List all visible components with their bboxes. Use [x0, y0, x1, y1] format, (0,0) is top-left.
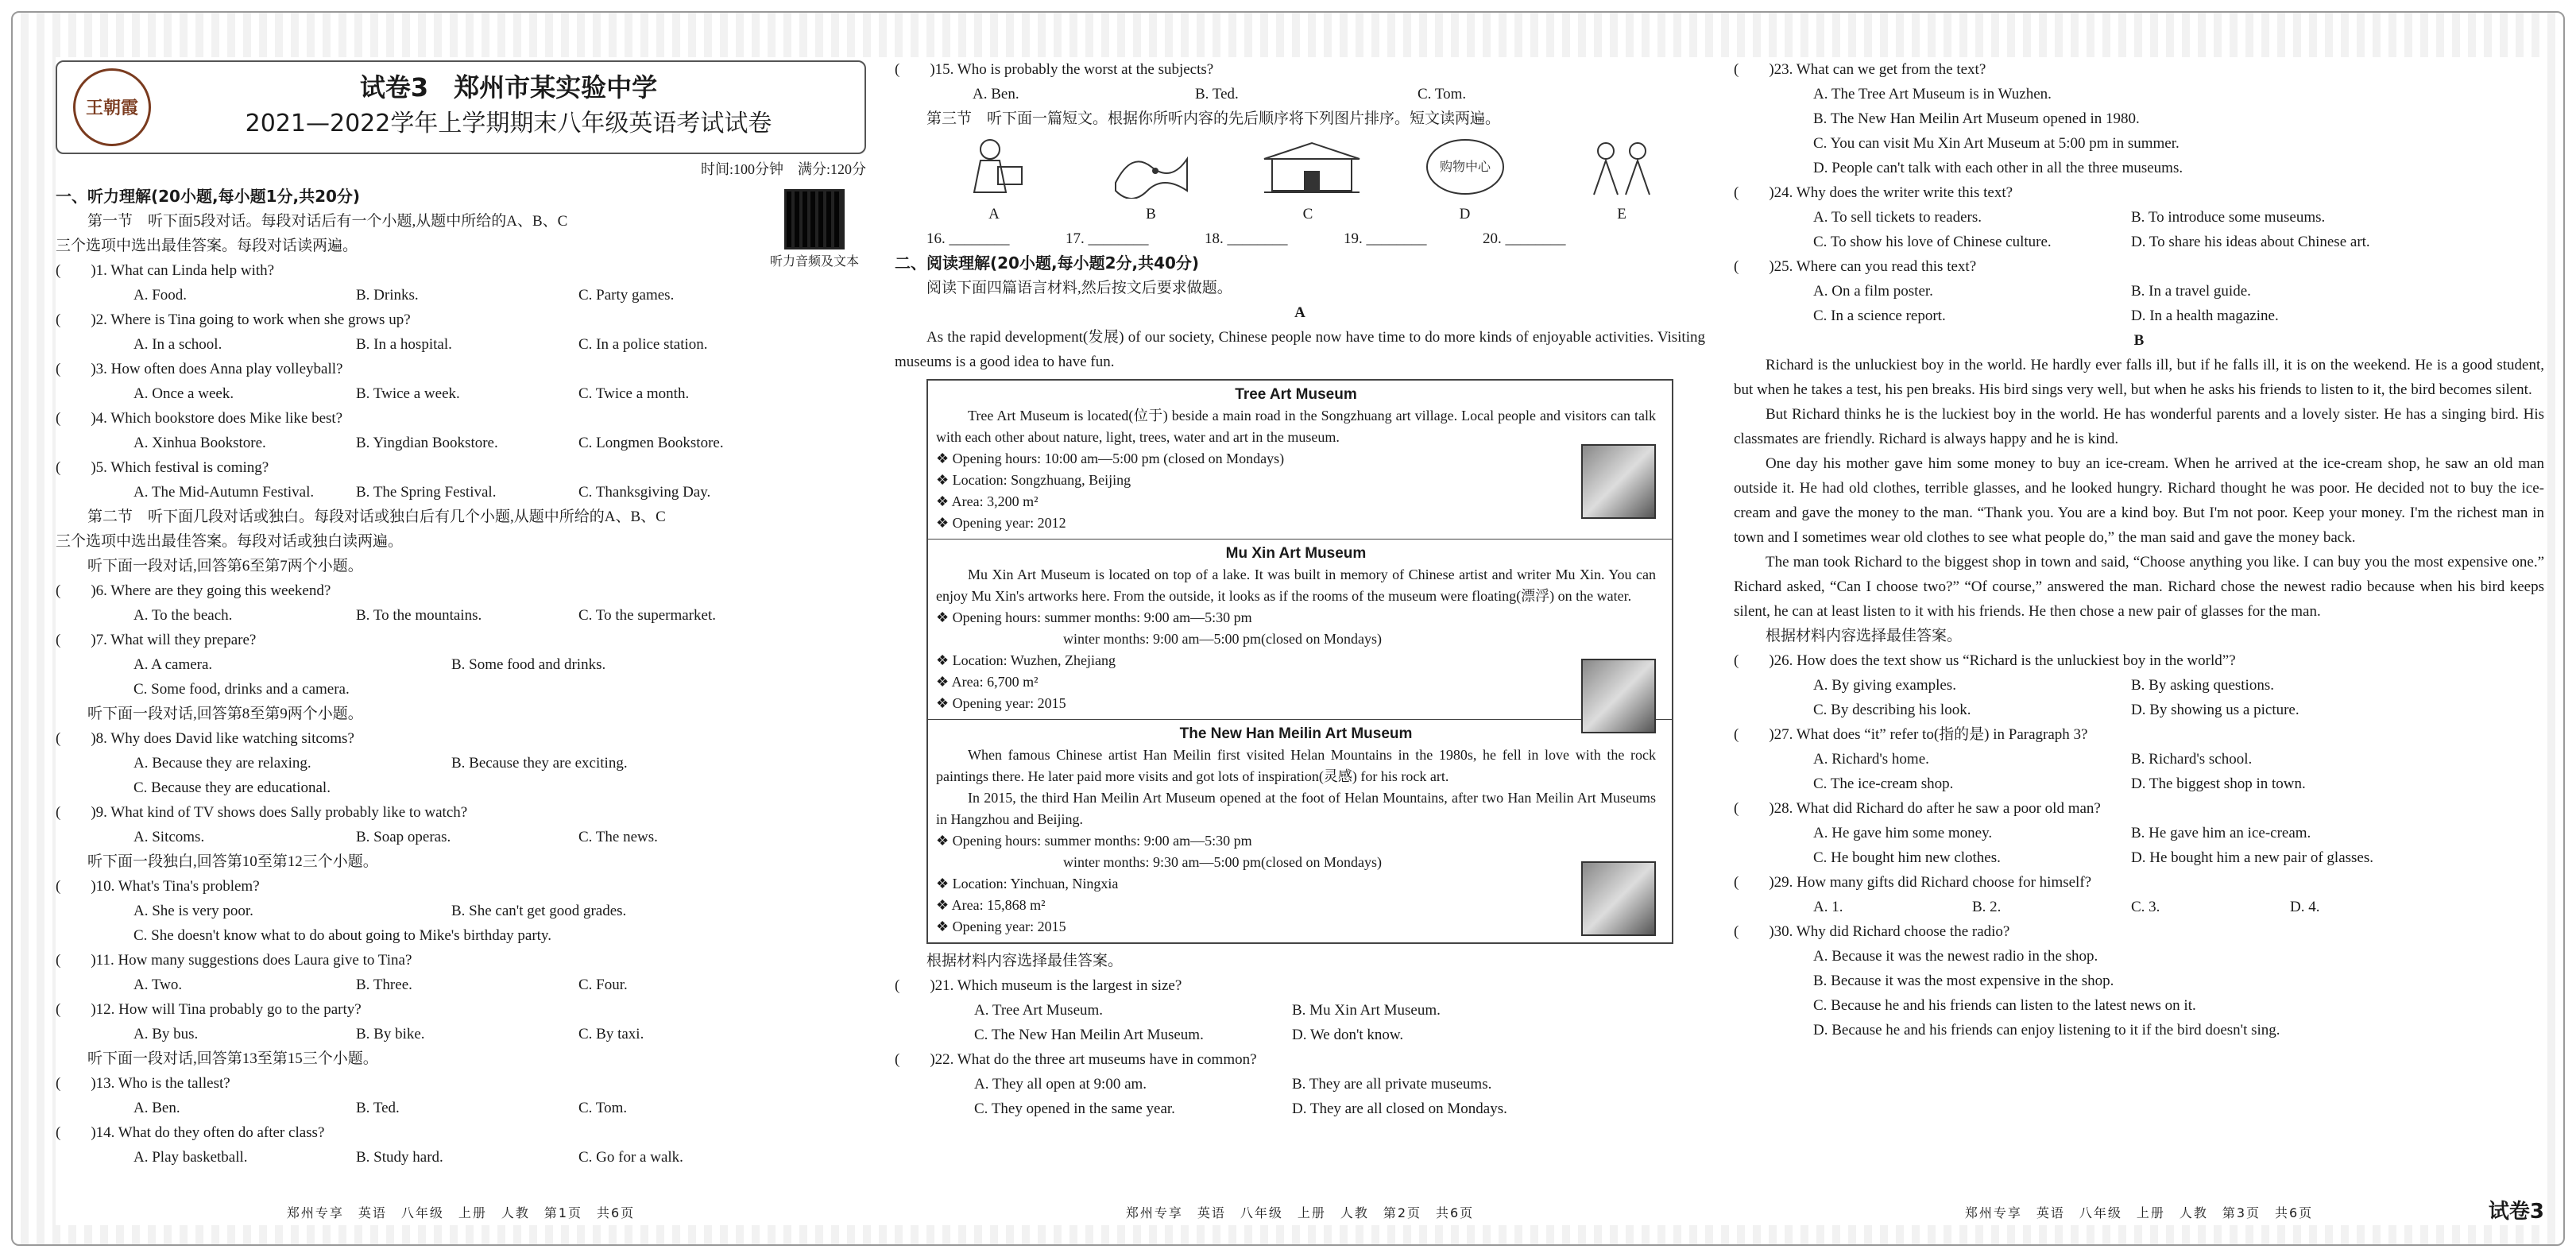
question-28: ( )28. What did Richard do after he saw a poor old man? [1734, 800, 2101, 817]
option-b: B. Three. [356, 977, 412, 993]
passage-b-p1: Richard is the unluckiest boy in the world. He hardly ever falls ill, but if he falls ill, it is on the weekend. He is a good student, but when he takes a test, his pen breaks. His bird sings very well, but when he asks his friends to listen to it, the bird becomes silent. [1734, 357, 2544, 398]
exam-meta: 时间:100分钟 满分:120分 [700, 161, 866, 177]
option-b: B. Richard's school. [2131, 751, 2253, 768]
options-11 [56, 973, 866, 997]
option-b: B. Ted. [356, 1100, 400, 1116]
sec1-instruction-2: 三个选项中选出最佳答案。每段对话读两遍。 [56, 238, 358, 254]
option-b: B. To the mountains. [356, 607, 482, 624]
option-c: C. He bought him new clothes. [1813, 849, 2001, 866]
option-a: A. To the beach. [133, 607, 233, 624]
passage-b-p4: The man took Richard to the biggest shop in town and said, “Choose anything you like. I can buy you the most expensive one.” Richard asked, “Can I choose two?” “Of course,” answered the man. Richard chose the newest radio because when his bird keeps silent, he can at least listen to it with his friends. He then chose a new pair of glasses for the man. [1734, 554, 2544, 620]
option-d: D. He bought him a new pair of glasses. [2131, 849, 2373, 866]
option-c: C. She doesn't know what to do about going to Mike's birthday party. [133, 927, 551, 944]
option-a: A. Play basketball. [133, 1149, 248, 1166]
option-d: D. By showing us a picture. [2131, 702, 2299, 718]
option-b: B. To introduce some museums. [2131, 209, 2326, 226]
option-c: C. Tom. [578, 1100, 628, 1116]
options-12 [56, 1022, 866, 1046]
option-c: C. In a science report. [1813, 307, 1946, 324]
exam-title: 试卷3 郑州市某实验中学 [359, 72, 658, 102]
area: ❖ Area: 3,200 m² [936, 493, 1039, 509]
museum-name: Tree Art Museum [1235, 386, 1357, 403]
museum-text: Mu Xin Art Museum is located on top of a lake. It was built in memory of Chinese artist and writer Mu Xin. You can enjoy Mu Xin's artworks here. From the outside, it looks as if the rooms of the museum were floating(漂浮) on the water. [936, 567, 1656, 604]
option-b: B. Because they are exciting. [451, 755, 628, 772]
museum-photo [1581, 861, 1656, 936]
option-a: A. Sitcoms. [133, 829, 205, 845]
question-4: ( )4. Which bookstore does Mike like best? [56, 410, 343, 427]
option-c: C. Four. [578, 977, 628, 993]
option-b: B. Because it was the most expensive in the shop. [1813, 973, 2114, 989]
part1-title: 一、听力理解(20小题,每小题1分,共20分) [56, 187, 361, 206]
options-26-ab [1734, 673, 2544, 698]
qr-code [763, 189, 866, 270]
question-12: ( )12. How will Tina probably go to the party? [56, 1001, 362, 1018]
question-1: ( )1. What can Linda help with? [56, 262, 275, 279]
option-a: A. Once a week. [133, 385, 234, 402]
museum-text: Tree Art Museum is located(位于) beside a main road in the Songzhuang art village. Local people and visitors can talk with each other about nature, light, trees, water and art in the museum. [936, 408, 1656, 445]
option-d: D. In a health magazine. [2131, 307, 2279, 324]
option-row [1734, 131, 2544, 156]
picture-label: B [1146, 206, 1156, 222]
option-a: A. The Tree Art Museum is in Wuzhen. [1813, 86, 2052, 102]
option-a: A. In a school. [133, 336, 222, 353]
option-b: B. Soap operas. [356, 829, 451, 845]
question-22: ( )22. What do the three art museums have in common? [895, 1051, 1257, 1068]
picture-label: D [1459, 206, 1471, 222]
part2-title: 二、阅读理解(20小题,每小题2分,共40分) [895, 253, 1200, 273]
option-a: A. Food. [133, 287, 188, 304]
blank-row [895, 226, 1705, 251]
options-22-ab [895, 1072, 1705, 1096]
option-a: A. He gave him some money. [1813, 825, 1993, 841]
picture-c [1256, 135, 1360, 226]
option-a: A. A camera. [133, 656, 213, 673]
options-4 [56, 431, 866, 455]
options-10-c [56, 923, 866, 948]
opening-hours: ❖ Opening hours: 10:00 am—5:00 pm (closed on Mondays) [936, 451, 1285, 466]
blank-16[interactable]: 16. ________ [926, 230, 1010, 247]
option-b: B. By asking questions. [2131, 677, 2274, 694]
question-11: ( )11. How many suggestions does Laura give to Tina? [56, 952, 412, 969]
footer-page-1: 郑州专享 英语 八年级 上册 人教 第1页 共6页 [286, 1205, 636, 1220]
options-10 [56, 899, 866, 923]
question-3: ( )3. How often does Anna play volleyball? [56, 361, 343, 377]
option-c: C. Because they are educational. [133, 779, 331, 796]
options-21-ab [895, 998, 1705, 1023]
options-2 [56, 332, 866, 357]
options-5 [56, 480, 866, 505]
question-26: ( )26. How does the text show us “Richard is the unluckiest boy in the world”? [1734, 652, 2236, 669]
picture-label: C [1302, 206, 1313, 222]
option-row [1734, 993, 2544, 1018]
option-d: D. We don't know. [1292, 1027, 1404, 1043]
options-27-cd [1734, 772, 2544, 796]
blank-18[interactable]: 18. ________ [1205, 230, 1288, 247]
options-28-cd [1734, 845, 2544, 870]
shopping-center-icon [1421, 135, 1509, 199]
option-c: C. Party games. [578, 287, 675, 304]
logo [73, 68, 151, 146]
option-c: C. Go for a walk. [578, 1149, 683, 1166]
options-25-cd [1734, 304, 2544, 328]
options-26-cd [1734, 698, 2544, 722]
question-15: ( )15. Who is probably the worst at the subjects? [895, 61, 1214, 78]
option-c: C. By taxi. [578, 1026, 644, 1042]
blank-17[interactable]: 17. ________ [1066, 230, 1149, 247]
girl-reading-icon [958, 135, 1030, 199]
picture-row [895, 131, 1705, 226]
option-c: C. To the supermarket. [578, 607, 716, 624]
option-d: D. The biggest shop in town. [2131, 775, 2306, 792]
museum-text-2: In 2015, the third Han Meilin Art Museum opened at the foot of Helan Mountains, after two Han Meilin Art Museums in Hangzhou and Beijing. [936, 790, 1656, 827]
option-a: A. Tree Art Museum. [974, 1002, 1104, 1019]
option-c: C. Thanksgiving Day. [578, 484, 711, 501]
option-a: A. 1. [1813, 899, 1843, 915]
area: ❖ Area: 15,868 m² [936, 897, 1046, 913]
option-d: D. They are all closed on Mondays. [1292, 1100, 1507, 1117]
options-21-cd [895, 1023, 1705, 1047]
passage-a-label: A [1294, 304, 1305, 321]
question-7: ( )7. What will they prepare? [56, 632, 257, 648]
option-a: A. To sell tickets to readers. [1813, 209, 1982, 226]
options-3 [56, 381, 866, 406]
option-b: B. 2. [1972, 899, 2002, 915]
picture-label: A [988, 206, 1000, 222]
option-b: B. In a travel guide. [2131, 283, 2251, 300]
question-5: ( )5. Which festival is coming? [56, 459, 269, 476]
option-a: A. By giving examples. [1813, 677, 1956, 694]
option-a: A. Ben. [973, 86, 1019, 102]
options-7-c [56, 677, 866, 702]
logo-text: 王朝霞 [85, 97, 138, 118]
lead-8-9: 听下面一段对话,回答第8至第9两个小题。 [87, 706, 363, 722]
page-border [11, 11, 2565, 1246]
area: ❖ Area: 6,700 m² [936, 674, 1039, 690]
lead-13-15: 听下面一段对话,回答第13至第15三个小题。 [87, 1050, 378, 1067]
option-b: B. He gave him an ice-cream. [2131, 825, 2311, 841]
picture-d [1414, 135, 1517, 226]
option-c: C. Tom. [1418, 86, 1467, 102]
option-c: C. The news. [578, 829, 658, 845]
options-27-ab [1734, 747, 2544, 772]
options-24-cd [1734, 230, 2544, 254]
option-b: B. She can't get good grades. [451, 903, 627, 919]
option-b: B. The Spring Festival. [356, 484, 497, 501]
question-13: ( )13. Who is the tallest? [56, 1075, 230, 1092]
options-1 [56, 283, 866, 307]
footer-page-2: 郑州专享 英语 八年级 上册 人教 第2页 共6页 [1125, 1205, 1475, 1220]
qr-label: 听力音频及文本 [769, 253, 859, 269]
option-c: C. Longmen Bookstore. [578, 435, 724, 451]
option-c: C. The New Han Meilin Art Museum. [974, 1027, 1204, 1043]
picture-b [1100, 135, 1203, 226]
option-a: A. By bus. [133, 1026, 199, 1042]
blank-19[interactable]: 19. ________ [1344, 230, 1427, 247]
opening-hours: ❖ Opening hours: summer months: 9:00 am—5:30 pm [936, 609, 1252, 625]
museum-name: Mu Xin Art Museum [1225, 545, 1367, 562]
option-c: C. They opened in the same year. [974, 1100, 1175, 1117]
option-b: B. By bike. [356, 1026, 425, 1042]
question-21: ( )21. Which museum is the largest in size? [895, 977, 1182, 994]
opening-year: ❖ Opening year: 2012 [936, 515, 1066, 531]
passage-b-label: B [2133, 332, 2145, 349]
option-row [1734, 969, 2544, 993]
museum-name: The New Han Meilin Art Museum [1179, 725, 1413, 742]
picture-a [942, 135, 1046, 226]
sec3-instruction: 第三节 听下面一篇短文。根据你所听内容的先后顺序将下列图片排序。短文读两遍。 [926, 110, 1501, 127]
options-28-ab [1734, 821, 2544, 845]
option-b: B. Twice a week. [356, 385, 460, 402]
option-a: A. They all open at 9:00 am. [974, 1076, 1147, 1093]
option-a: A. Xinhua Bookstore. [133, 435, 266, 451]
option-c: C. To show his love of Chinese culture. [1813, 234, 2052, 250]
opening-year: ❖ Opening year: 2015 [936, 919, 1066, 934]
column-2 [895, 57, 1705, 1225]
map-icon [1108, 135, 1195, 199]
lead-6-7: 听下面一段对话,回答第6至第7两个小题。 [87, 558, 363, 574]
passage-a-choose: 根据材料内容选择最佳答案。 [926, 953, 1124, 969]
option-c: C. The ice-cream shop. [1813, 775, 1954, 792]
option-b: B. Mu Xin Art Museum. [1292, 1002, 1441, 1019]
option-row [1734, 82, 2544, 106]
option-d: D. 4. [2290, 899, 2320, 915]
question-2: ( )2. Where is Tina going to work when she grows up? [56, 311, 411, 328]
title-box [56, 60, 866, 154]
options-29 [1734, 895, 2544, 919]
option-row [1734, 944, 2544, 969]
option-a: A. Ben. [133, 1100, 180, 1116]
options-22-cd [895, 1096, 1705, 1121]
options-6 [56, 603, 866, 628]
passage-b-choose: 根据材料内容选择最佳答案。 [1766, 628, 1963, 644]
option-c: C. By describing his look. [1813, 702, 1971, 718]
lead-10-12: 听下面一段独白,回答第10至第12三个小题。 [87, 853, 378, 870]
option-c: C. In a police station. [578, 336, 708, 353]
option-c: C. 3. [2131, 899, 2160, 915]
museum-photo [1581, 444, 1656, 519]
museum-hanmeilin [928, 720, 1672, 942]
people-icon [1578, 135, 1665, 199]
sec1-instruction: 第一节 听下面5段对话。每段对话后有一个小题,从题中所给的A、B、C [87, 213, 568, 230]
options-13 [56, 1096, 866, 1120]
option-row [1734, 106, 2544, 131]
passage-a-intro: As the rapid development(发展) of our society, Chinese people now have time to do more kinds of enjoyable activities. Visiting museums is a good idea to have fun. [895, 329, 1705, 370]
option-d: D. Because he and his friends can enjoy listening to it if the bird doesn't sing. [1813, 1022, 2280, 1038]
opening-year: ❖ Opening year: 2015 [936, 695, 1066, 711]
option-a: A. The Mid-Autumn Festival. [133, 484, 315, 501]
options-24-ab [1734, 205, 2544, 230]
question-25: ( )25. Where can you read this text? [1734, 258, 1977, 275]
option-b: B. Drinks. [356, 287, 419, 304]
museum-table [926, 379, 1673, 944]
part2-lead: 阅读下面四篇语言材料,然后按文后要求做题。 [926, 280, 1232, 296]
options-9 [56, 825, 866, 849]
exam-subtitle: 2021—2022学年上学期期末八年级英语考试试卷 [245, 110, 772, 137]
options-8-c [56, 775, 866, 800]
opening-hours-winter: winter months: 9:00 am—5:00 pm(closed on Mondays) [1063, 631, 1382, 647]
options-7 [56, 652, 866, 677]
location: ❖ Location: Wuzhen, Zhejiang [936, 652, 1116, 668]
option-a: A. Because they are relaxing. [133, 755, 311, 772]
column-1 [56, 57, 866, 1225]
blank-20[interactable]: 20. ________ [1483, 230, 1566, 247]
option-b: B. They are all private museums. [1292, 1076, 1492, 1093]
question-14: ( )14. What do they often do after class? [56, 1124, 325, 1141]
sec2-instruction-2: 三个选项中选出最佳答案。每段对话或独白读两遍。 [56, 533, 404, 550]
museum-tree [928, 381, 1672, 540]
option-a: A. Two. [133, 977, 183, 993]
options-25-ab [1734, 279, 2544, 304]
option-row [1734, 156, 2544, 180]
option-b: B. Ted. [1195, 86, 1239, 102]
question-10: ( )10. What's Tina's problem? [56, 878, 260, 895]
question-6: ( )6. Where are they going this weekend? [56, 582, 331, 599]
option-c: C. Because he and his friends can listen to the latest news on it. [1813, 997, 2196, 1014]
options-14 [56, 1145, 866, 1170]
page-number: 试卷3 [2488, 1200, 2544, 1224]
sec2-instruction: 第二节 听下面几段对话或独白。每段对话或独白后有几个小题,从题中所给的A、B、C [87, 509, 666, 525]
question-8: ( )8. Why does David like watching sitcoms? [56, 730, 354, 747]
options-8 [56, 751, 866, 775]
option-b: B. Some food and drinks. [451, 656, 606, 673]
column-3 [1734, 57, 2544, 1225]
option-b: B. In a hospital. [356, 336, 452, 353]
question-29: ( )29. How many gifts did Richard choose for himself? [1734, 874, 2092, 891]
question-24: ( )24. Why does the writer write this text? [1734, 184, 2013, 201]
option-a: A. On a film poster. [1813, 283, 1933, 300]
location: ❖ Location: Songzhuang, Beijing [936, 472, 1131, 488]
option-b: B. Yingdian Bookstore. [356, 435, 498, 451]
qr-icon [784, 189, 845, 249]
museum-muxin [928, 540, 1672, 720]
museum-text: When famous Chinese artist Han Meilin first visited Helan Mountains in the 1980s, he fell in love with the rock paintings there. He later paid more visits and got lots of inspiration(灵感) for his rock art. [936, 747, 1656, 784]
option-c: C. You can visit Mu Xin Art Museum at 5:00 pm in summer. [1813, 135, 2180, 152]
option-a: A. Richard's home. [1813, 751, 1929, 768]
sign-text: 购物中心 [1439, 159, 1491, 174]
question-9: ( )9. What kind of TV shows does Sally probably like to watch? [56, 804, 468, 821]
opening-hours-winter: winter months: 9:30 am—5:00 pm(closed on Mondays) [1063, 854, 1382, 870]
option-c: C. Twice a month. [578, 385, 690, 402]
option-c: C. Some food, drinks and a camera. [133, 681, 350, 698]
footer-page-3: 郑州专享 英语 八年级 上册 人教 第3页 共6页 [1964, 1205, 2314, 1220]
passage-b-p2: But Richard thinks he is the luckiest boy in the world. He has wonderful parents and a lovely sister. He has a singing bird. His classmates are friendly. Richard is always happy and he is kind. [1734, 406, 2544, 447]
option-b: B. The New Han Meilin Art Museum opened in 1980. [1813, 110, 2140, 127]
picture-e [1570, 135, 1673, 226]
question-23: ( )23. What can we get from the text? [1734, 61, 1986, 78]
option-row [1734, 1018, 2544, 1042]
options-15 [895, 82, 1705, 106]
location: ❖ Location: Yinchuan, Ningxia [936, 876, 1119, 892]
exam-page [56, 57, 2546, 1225]
palace-icon [1256, 135, 1367, 199]
passage-b-p3: One day his mother gave him some money to buy an ice-cream. When he arrived at the ice-cream shop, he saw an old man outside it. He had old clothes, terrible glasses, and he looked hungry. Richard thought he was poor. He decided not to buy the ice-cream and gave the money to the man. “Thank you. You are a kind boy. But I'm not poor. Keep your money. I'm the richest man in town and I sometimes wear old clothes to see what people do,” the man said and gave the money back. [1734, 455, 2544, 546]
opening-hours: ❖ Opening hours: summer months: 9:00 am—5:30 pm [936, 833, 1252, 849]
option-a: A. She is very poor. [133, 903, 253, 919]
picture-label: E [1617, 206, 1626, 222]
question-27: ( )27. What does “it” refer to(指的是) in Paragraph 3? [1734, 726, 2088, 743]
option-d: D. People can't talk with each other in all the three museums. [1813, 160, 2183, 176]
option-d: D. To share his ideas about Chinese art. [2131, 234, 2370, 250]
question-30: ( )30. Why did Richard choose the radio? [1734, 923, 2010, 940]
option-a: A. Because it was the newest radio in the shop. [1813, 948, 2098, 965]
option-b: B. Study hard. [356, 1149, 443, 1166]
